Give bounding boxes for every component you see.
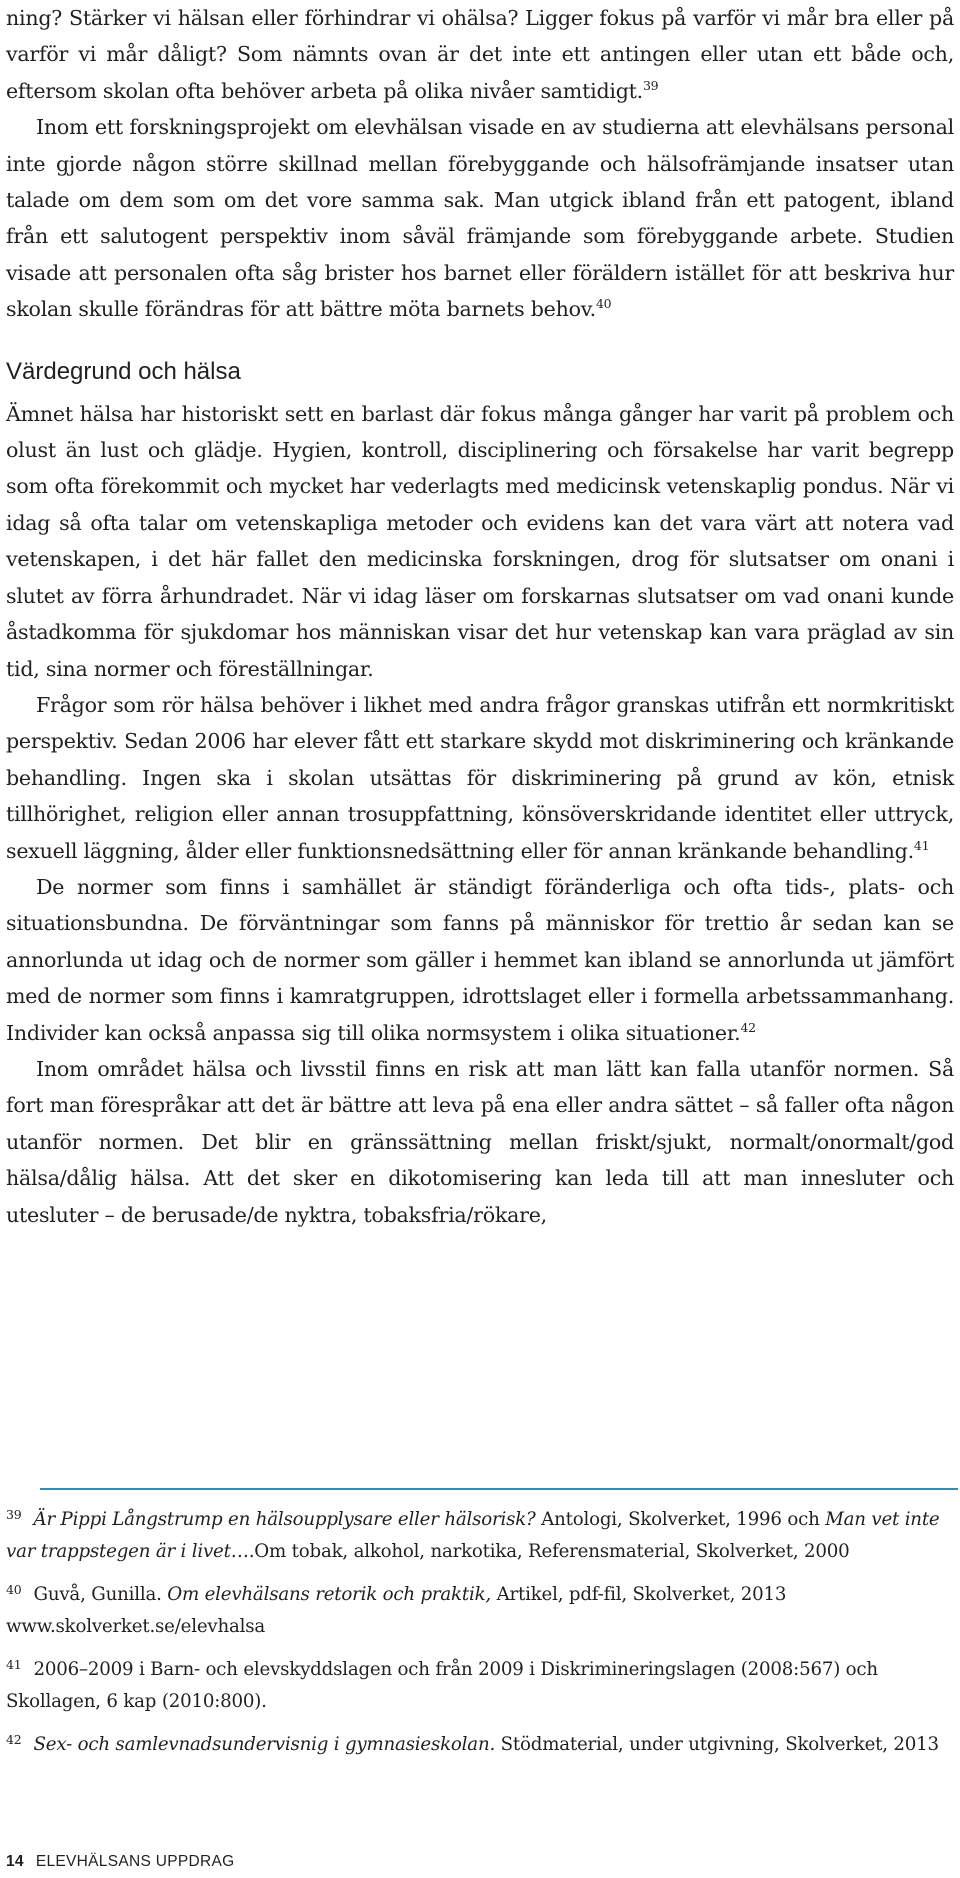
paragraph bbox=[6, 396, 954, 687]
footnotes bbox=[6, 1504, 954, 1772]
footnote-text: Guvå, Gunilla. bbox=[33, 1584, 168, 1605]
main-text bbox=[6, 0, 954, 1233]
footnote-42 bbox=[6, 1729, 954, 1761]
page-footer bbox=[6, 1852, 235, 1872]
footnote-reference: 41 bbox=[913, 837, 930, 853]
paragraph bbox=[6, 0, 954, 109]
footnote-number: 41 bbox=[6, 1657, 22, 1672]
footnote-text: Antologi, Skolverket, 1996 och bbox=[535, 1509, 826, 1530]
footnote-title: Man vet inte var trappstegen är i livet… bbox=[6, 1509, 940, 1562]
paragraph-text: ning? Stärker vi hälsan eller förhindrar vi ohälsa? Ligger fokus på varför vi mår bra eller på varför vi mår dåligt? Som nämnts ovan är det inte ett antingen eller utan ett både och, eftersom skolan ofta behöver arbeta på olika nivåer samtidigt. bbox=[6, 6, 954, 103]
footnote-text: Stödmaterial, under utgivning, Skolverket, 2013 bbox=[495, 1734, 939, 1755]
paragraph bbox=[6, 869, 954, 1051]
footnote-40 bbox=[6, 1579, 954, 1643]
footnote-reference: 40 bbox=[595, 296, 612, 312]
footnote-title: Är Pippi Långstrump en hälsoupplysare eller hälsorisk? bbox=[33, 1509, 536, 1530]
footnote-number: 42 bbox=[6, 1732, 22, 1747]
paragraph bbox=[6, 687, 954, 869]
footnote-reference: 39 bbox=[642, 77, 659, 93]
page-number: 14 bbox=[6, 1853, 24, 1870]
running-title: ELEVHÄLSANS UPPDRAG bbox=[35, 1853, 235, 1870]
footnote-divider bbox=[40, 1488, 958, 1490]
footnote-text: .Om tobak, alkohol, narkotika, Referensmaterial, Skolverket, 2000 bbox=[248, 1541, 850, 1562]
paragraph-text: Frågor som rör hälsa behöver i likhet med andra frågor granskas utifrån ett normkritiskt perspektiv. Sedan 2006 har elever fått ett starkare skydd mot diskriminering och kränkande behandling. Ingen ska i skolan utsättas för diskriminering på grund av kön, etnisk tillhörighet, religion eller annan trosuppfattning, könsöverskridande identitet eller uttryck, sexuell läggning, ålder eller funktionsnedsättning eller för annan kränkande behandling. bbox=[6, 692, 954, 863]
paragraph bbox=[6, 109, 954, 327]
footnote-41 bbox=[6, 1654, 954, 1718]
footnote-text: Artikel, pdf-fil, Skolverket, 2013 www.skolverket.se/elevhalsa bbox=[6, 1584, 787, 1637]
footnote-text: 2006–2009 i Barn- och elevskyddslagen och från 2009 i Diskrimineringslagen (2008:567) och Skollagen, 6 kap (2010:800). bbox=[6, 1659, 878, 1712]
footnote-number: 40 bbox=[6, 1582, 22, 1597]
footnote-reference: 42 bbox=[740, 1019, 756, 1035]
footnote-number: 39 bbox=[6, 1507, 22, 1522]
paragraph-text: Inom området hälsa och livsstil finns en risk att man lätt kan falla utanför normen. Så fort man förespråkar att det är bättre att leva på ena eller andra sättet – så faller ofta någon utanför normen. Det blir en gränssättning mellan friskt/sjukt, normalt/onormalt/god hälsa/dålig hälsa. Att det sker en dikotomisering kan leda till att man innesluter och utesluter – de berusade/de nyktra, tobaksfria/rökare, bbox=[6, 1056, 954, 1227]
paragraph-text: De normer som finns i samhället är ständigt föränderliga och ofta tids-, plats- och situationsbundna. De förväntningar som fanns på människor för trettio år sedan kan se annorlunda ut idag och de normer som gäller i hemmet kan ibland se annorlunda ut jämfört med de normer som finns i kamratgruppen, idrottslaget eller i formella arbetssammanhang. Individer kan också anpassa sig till olika normsystem i olika situationer. bbox=[6, 874, 954, 1045]
footnote-39 bbox=[6, 1504, 954, 1568]
footnote-title: Sex- och samlevnadsundervisnig i gymnasieskolan. bbox=[33, 1734, 496, 1755]
footnote-title: Om elevhälsans retorik och praktik, bbox=[167, 1584, 491, 1605]
paragraph-text: Inom ett forskningsprojekt om elevhälsan visade en av studierna att elevhälsans personal inte gjorde någon större skillnad mellan förebyggande och hälsofrämjande insatser utan talade om dem som om det vore samma sak. Man utgick ibland från ett patogent, ibland från ett salutogent perspektiv inom såväl främjande som förebyggande arbete. Studien visade att personalen ofta såg brister hos barnet eller föräldern istället för att beskriva hur skolan skulle förändras för att bättre möta barnets behov. bbox=[6, 115, 954, 322]
paragraph bbox=[6, 1051, 954, 1233]
paragraph-text: Ämnet hälsa har historiskt sett en barlast där fokus många gånger har varit på problem och olust än lust och glädje. Hygien, kontroll, disciplinering och försakelse har varit begrepp som ofta förekommit och mycket har vederlagts med medicinsk vetenskaplig pondus. När vi idag så ofta talar om vetenskapliga metoder och evidens kan det vara värt att notera vad vetenskapen, i det här fallet den medicinska forskningen, drog för slutsatser om onani i slutet av förra århundradet. När vi idag läser om forskarnas slutsatser om vad onani kunde åstadkomma för sjukdomar hos människan visar det hur vetenskap kan vara präglad av sin tid, sina normer och föreställningar. bbox=[6, 401, 954, 681]
section-heading: Värdegrund och hälsa bbox=[6, 357, 241, 385]
